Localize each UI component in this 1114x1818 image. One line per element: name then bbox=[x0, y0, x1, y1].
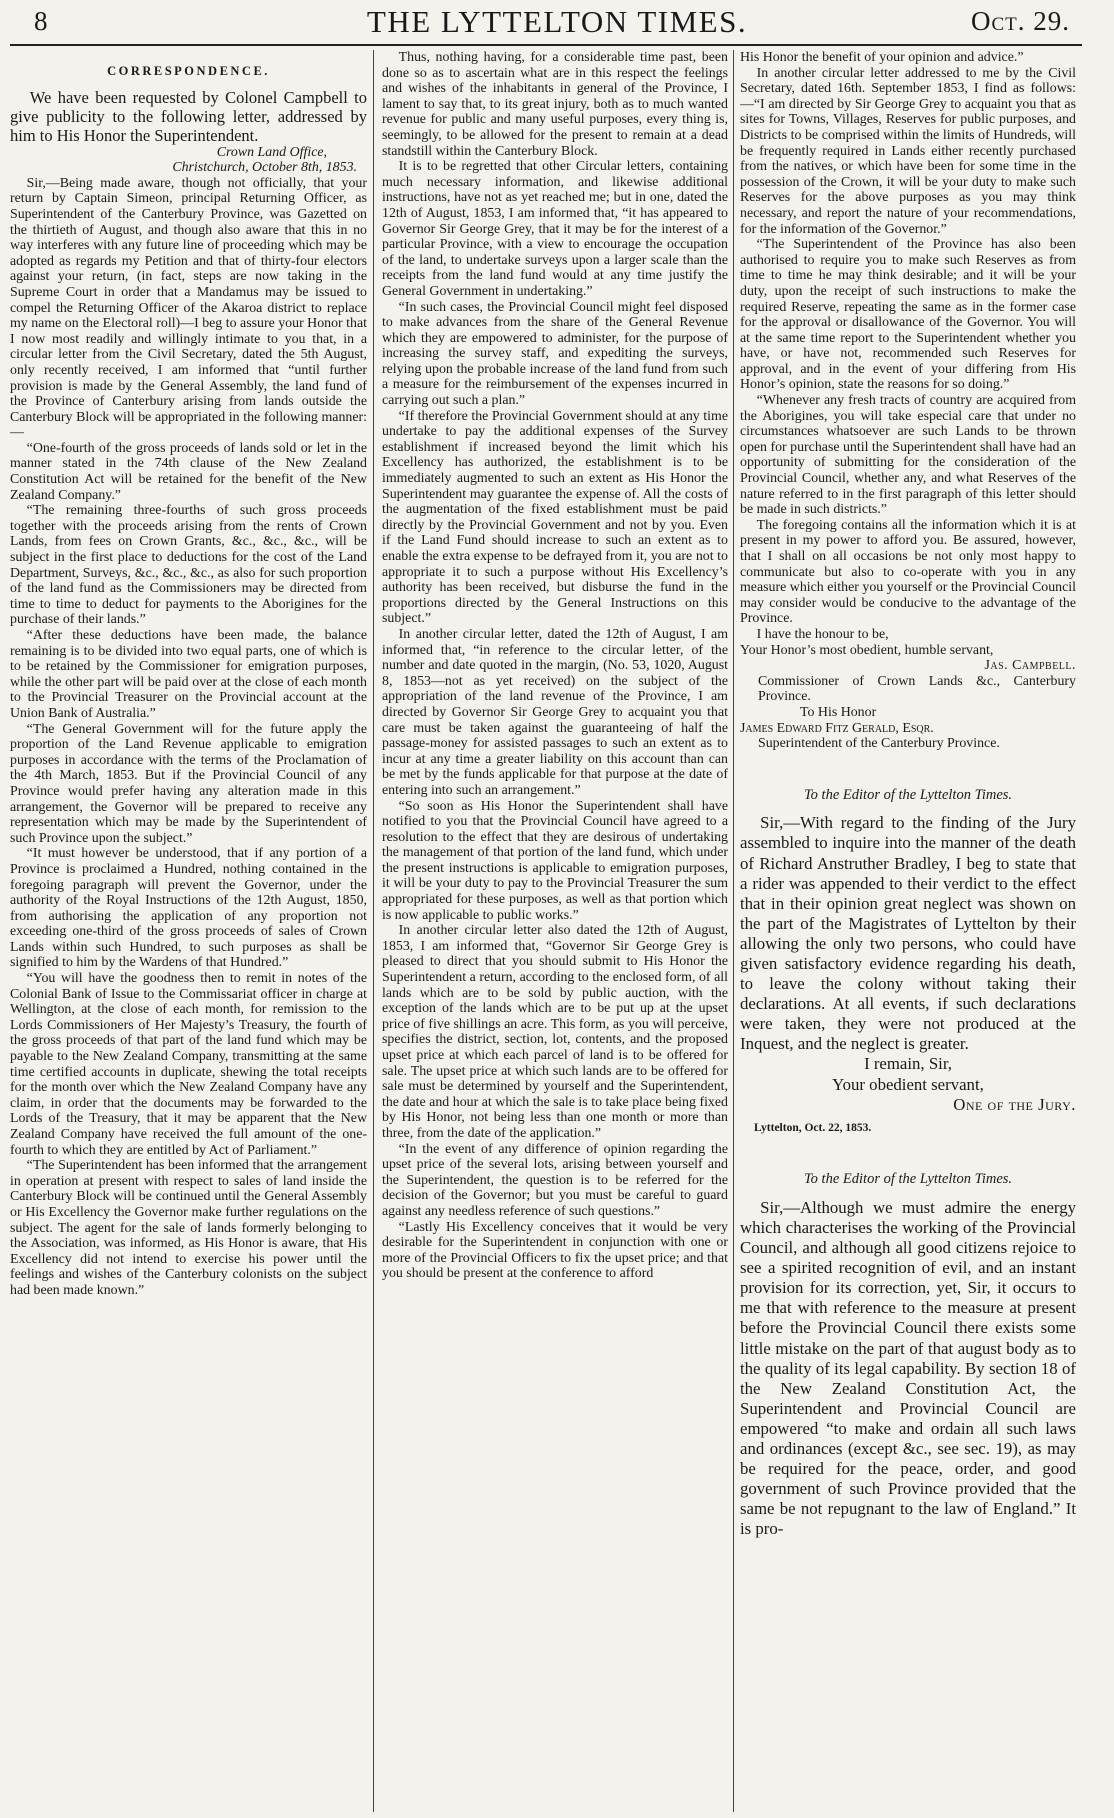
paragraph: In another circular letter, dated the 12th of August, I am informed that, “in reference to the circular letter, of the number and date quoted in the margin, (No. 53, 1020, August 8, 1853—not as yet received) on the subject of the appropriation of the land revenue of the Province, I am directed by Governor Sir George Grey to acquaint you that care must be taken against the guaranteeing of half the passage-money for assisted passages to such an extent as to incur at any time a greater liability on this account than can be met by the funds applicable for that purpose at the date of entering into such an arrangement.” bbox=[382, 626, 728, 798]
addressee-name: James Edward Fitz Gerald, Esqr. bbox=[740, 720, 934, 736]
paragraph: “The Superintendent of the Province has also been authorised to require you to make such Reserves as from time to time he may think desirable; and it will be your duty, upon the receipt of such instructions to make the required Reserve, repeating the same as in the former case for the approval or disallowance of the Governor. You will at the same time report to the Superintendent whether you have, or have not, recommended such Reserves for approval, and in the event of your differing from His Honor’s opinion, state the reasons for so doing.” bbox=[740, 237, 1076, 393]
paragraph: Thus, nothing having, for a considerable time past, been done so as to ascertain what are in this respect the feelings and wishes of the inhabitants in general of the Province, I lament to say that, to its great injury, both as to much wanted revenue for public and many useful purposes, every thing is, seemingly, to be allowed for the present to remain at a dead standstill within the Canterbury Block. bbox=[382, 50, 728, 159]
page-number: 8 bbox=[34, 6, 48, 36]
closing-honour: I have the honour to be, bbox=[756, 626, 889, 642]
letter-body: Sir,—With regard to the finding of the Jury assembled to inquire into the manner of the death of Richard Anstruther Bradley, I beg to state that a rider was appended to their verdict to the effect that in their opinion great neglect was shown on the part of the Magistrates of Lyttelton by their allowing the only two persons, who could have given satisfactory evidence regarding his death, to leave the colony without taking their declarations. At all events, if such declarations were taken, they were not produced at the Inquest, and the neglect is greater. bbox=[740, 813, 1076, 1054]
letter-place-date: Lyttelton, Oct. 22, 1853. bbox=[754, 1121, 872, 1134]
closing-servant: Your Honor’s most obedient, humble servant, bbox=[740, 642, 994, 658]
letter-heading: To the Editor of the Lyttelton Times. bbox=[803, 786, 1013, 803]
section-heading: CORRESPONDENCE. bbox=[107, 64, 270, 78]
paragraph: It is to be regretted that other Circular letters, containing much necessary information, and likewise additional instructions, have not as yet reached me; but in one, dated the 12th of August, 1853, I am informed that, “it has appeared to Governor Sir George Grey, that it may be for the interest of a particular Province, with a view to encourage the occupation of the land, to undertake surveys upon a larger scale than the receipts from the land fund would at any time justify the General Government in undertaking.” bbox=[382, 159, 728, 299]
column-1 bbox=[10, 50, 367, 1812]
paragraph: “It must however be understood, that if any portion of a Province is proclaimed a Hundred, nothing contained in the foregoing paragraph will prevent the Governor, under the authority of the Royal Instructions of the 12th August, 1850, from authorising the application of any proportion not exceeding one-third of the gross proceeds of sales of Crown Lands within such Hundred, to such purposes as shall be signified to him by the Wardens of that Hundred.” bbox=[10, 846, 367, 971]
paragraph: “The General Government will for the future apply the proportion of the Land Revenue applicable to emigration purposes in accordance with the terms of the Proclamation of the 4th March, 1853. But if the Provincial Council of any Province would prefer having any alteration made in this arrangement, the Governor will be prepared to receive any representation which may be made by the Superintendent of such Province upon the subject.” bbox=[10, 721, 367, 846]
letter-dateline: Christchurch, October 8th, 1853. bbox=[172, 160, 357, 176]
paragraph: “You will have the goodness then to remit in notes of the Colonial Bank of Issue to the Commissariat officer in charge at Wellington, at the close of each month, for remission to the Lords Commissioners of Her Majesty’s Treasury, the fourth of the gross proceeds of that part of the land fund which may be payable to the New Zealand Company, transmitting at the same time certified accounts in duplicate, shewing the total receipts for the month over which the New Zealand Company have any claim, in order that the documents may be forwarded to the Lords of the Treasury, that it may be apparent that the New Zealand Company have received the full amount of the one-fourth to which they are entitled by Act of Parliament.” bbox=[10, 971, 367, 1158]
column-rule-1 bbox=[373, 50, 374, 1812]
addressee-title: Superintendent of the Canterbury Province. bbox=[758, 736, 1000, 752]
paragraph: “The remaining three-fourths of such gross proceeds together with the proceeds arising from the rents of Crown Lands, from fees on Crown Grants, &c., &c., &c., will be subject in the first place to deductions for the cost of the Land Department, Surveys, &c., &c., &c., as also for such proportion of the land fund as the Commissioners may be directed from time to time to deduct for payments to the Aborigines for the purchase of their lands.” bbox=[10, 503, 367, 628]
paragraph: “If therefore the Provincial Government should at any time undertake to pay the additional expenses of the Survey establishment if increased beyond the limit which his Excellency has authorized, the establishment is to be immediately augmented to such an extent as His Honor the Superintendent may guarantee the expense of. All the costs of the augmentation of the fixed establishment must be paid directly by the Provincial Government and not by you. Even if the Land Fund should increase to such an extent as to enable the extra expense to be defrayed from it, you are not to appropriate it to such a purpose without His Excellency’s authority has been received, but disburse the fund in the proportions directed by the General Instructions on this subject.” bbox=[382, 408, 728, 627]
closing-remain: I remain, Sir, bbox=[864, 1054, 952, 1074]
paragraph: In another circular letter also dated the 12th of August, 1853, I am informed that, “Governor Sir George Grey is pleased to direct that you should submit to His Honor the Superintendent a return, according to the enclosed form, of all lands which are to be sold by public auction, with the exception of the lands which are to be put up at the upset price of five shillings an acre. This form, as you will perceive, specifies the district, section, lot, contents, and the proposed upset price at which each parcel of land is to be offered for sale. The upset price at which such lands are to be offered for sale must be determined by yourself and the Superintendent, the date and hour at which the sale is to take place being fixed by His Honor, not being less than one month or more than three, from the date of the application.” bbox=[382, 923, 728, 1141]
paragraph: “One-fourth of the gross proceeds of lands sold or let in the manner stated in the 74th clause of the New Zealand Constitution Act will be retained for the benefit of the New Zealand Company.” bbox=[10, 440, 367, 503]
letter-heading: To the Editor of the Lyttelton Times. bbox=[803, 1171, 1013, 1188]
signatory-title: Commissioner of Crown Lands &c., Canterbury Province. bbox=[758, 673, 1076, 705]
paragraph: “Lastly His Excellency conceives that it would be very desirable for the Superintendent in conjunction with one or more of the Provincial Officers to fix the upset price; and that you should be present at the conference to afford bbox=[382, 1219, 728, 1282]
paragraph: “So soon as His Honor the Superintendent shall have notified to you that the Provincial Council have agreed to a resolution to the effect that they are desirous of undertaking the management of that portion of the land fund, which under the present instructions is applicable to emigration purposes, it will be your duty to pay to the Provincial Treasurer the sum appropriated for these purposes, as well as that portion which is now applicable to public works.” bbox=[382, 798, 728, 923]
paragraph: In another circular letter addressed to me by the Civil Secretary, dated 16th. September 1853, I find as follows:—“I am directed by Sir George Grey to acquaint you that as sites for Towns, Villages, Reserves for public purposes, and Districts to be comprised within the limits of Hundreds, will be frequently required in Lands either recently purchased from the natives, or which have been for some time in the possession of the Crown, it will be your duty to make such Reserves for the above purposes as you may think necessary, and report the nature of your recommendations, for the information of the Governor.” bbox=[740, 65, 1076, 237]
newspaper-title: THE LYTTELTON TIMES. bbox=[366, 4, 748, 39]
column-2 bbox=[382, 50, 728, 1812]
column-3 bbox=[740, 50, 1076, 1812]
signature: One of the Jury. bbox=[953, 1094, 1076, 1114]
paragraph: The foregoing contains all the information which it is at present in my power to afford you. Be assured, however, that I shall on all occasions be not only most happy to communicate but also to co-operate with you in any measure which either you yourself or the Provincial Council may consider would be conducive to the advantage of the Province. bbox=[740, 517, 1076, 627]
letter-body: Sir,—Although we must admire the energy which characterises the working of the Provincial Council, and although all good citizens rejoice to see a spirited recognition of evil, and an instant provision for its correction, yet, Sir, it occurs to me that with reference to the measure at present before the Provincial Council there exists some little mistake on the part of that august body as to the quality of its legal capability. By section 18 of the New Zealand Constitution Act, the Superintendent and Provincial Council are empowered “to make and ordain all such laws and ordinances (except &c., see sec. 19), as may be required for the peace, order, and good government of such Province provided that the same be not repugnant to the law of England.” It is pro- bbox=[740, 1197, 1076, 1539]
paragraph: “Whenever any fresh tracts of country are acquired from the Aborigines, you will take especial care that under no circumstances whatsoever are such Lands to be thrown open for purchase until the Superintendent shall have had an opportunity of submitting for the consideration of the Provincial Council, whether any, and what Reserves of the nature referred to in the first paragraph of this letter should be made in such districts.” bbox=[740, 393, 1076, 518]
paragraph: “In such cases, the Provincial Council might feel disposed to make advances from the share of the General Revenue which they are empowered to administer, for the purpose of increasing the survey staff, and expediting the surveys, relying upon the probable increase of the land fund from such a measure for the reimbursement of the expenses incurred in carrying out such a plan.” bbox=[382, 299, 728, 409]
paragraph: His Honor the benefit of your opinion and advice.” bbox=[740, 50, 1024, 65]
masthead bbox=[0, 0, 1114, 46]
paragraph: “In the event of any difference of opinion regarding the upset price of the several lots, arising between yourself and the Superintendent, the question is to be referred for the decision of the Governor; but you must be careful to guard against any needless reference of such questions.” bbox=[382, 1141, 728, 1219]
paragraph: Sir,—Being made aware, though not officially, that your return by Captain Simeon, principal Returning Officer, as Superintendent of the Canterbury Province, was Gazetted on the thirtieth of August, and though also aware that this in no way interferes with any future line of proceeding which may be adopted as regards my Petition and that of thirty-four electors against your return, (in fact, steps are now taking in the Supreme Court in order that a Mandamus may be issued to compel the Returning Officer of the Akaroa district to replace my name on the Electoral roll)—I beg to assure your Honor that I now most readily and willingly intimate to you that, in a circular letter from the Civil Secretary, dated the 5th August, only recently received, I am informed that “until further provision is made by the General Assembly, the land fund of the Province of Canterbury arising from lands outside the Canterbury Block will be appropriated in the following manner:— bbox=[10, 175, 367, 441]
addressed-to: To His Honor bbox=[800, 704, 877, 720]
signature: Jas. Campbell. bbox=[984, 658, 1076, 674]
letter-office: Crown Land Office, bbox=[216, 144, 327, 160]
column-rule-2 bbox=[733, 50, 734, 1812]
closing-servant: Your obedient servant, bbox=[832, 1074, 984, 1094]
intro-paragraph: We have been requested by Colonel Campbell to give publicity to the following letter, addressed by him to His Honor the Superintendent. bbox=[10, 87, 367, 145]
paragraph: “After these deductions have been made, the balance remaining is to be divided into two equal parts, one of which is to be retained by the Commissioner for emigration purposes, while the other part will be paid over at the close of each month to the Provincial Treasurer on the Provincial account at the Union Bank of Australia.” bbox=[10, 628, 367, 721]
masthead-rule bbox=[10, 44, 1082, 46]
paragraph: “The Superintendent has been informed that the arrangement in operation at present with respect to sales of land inside the Canterbury Block will be continued until the General Assembly or His Excellency the Governor make further regulations on the subject. The agent for the sale of lands formerly belonging to the Association, was informed, as His Honor is aware, that His Excellency did not intend to exercise his power until the feelings and wishes of the Canterbury colonists on the subject had been made known.” bbox=[10, 1158, 367, 1298]
issue-date: Oct. 29. bbox=[970, 6, 1070, 36]
